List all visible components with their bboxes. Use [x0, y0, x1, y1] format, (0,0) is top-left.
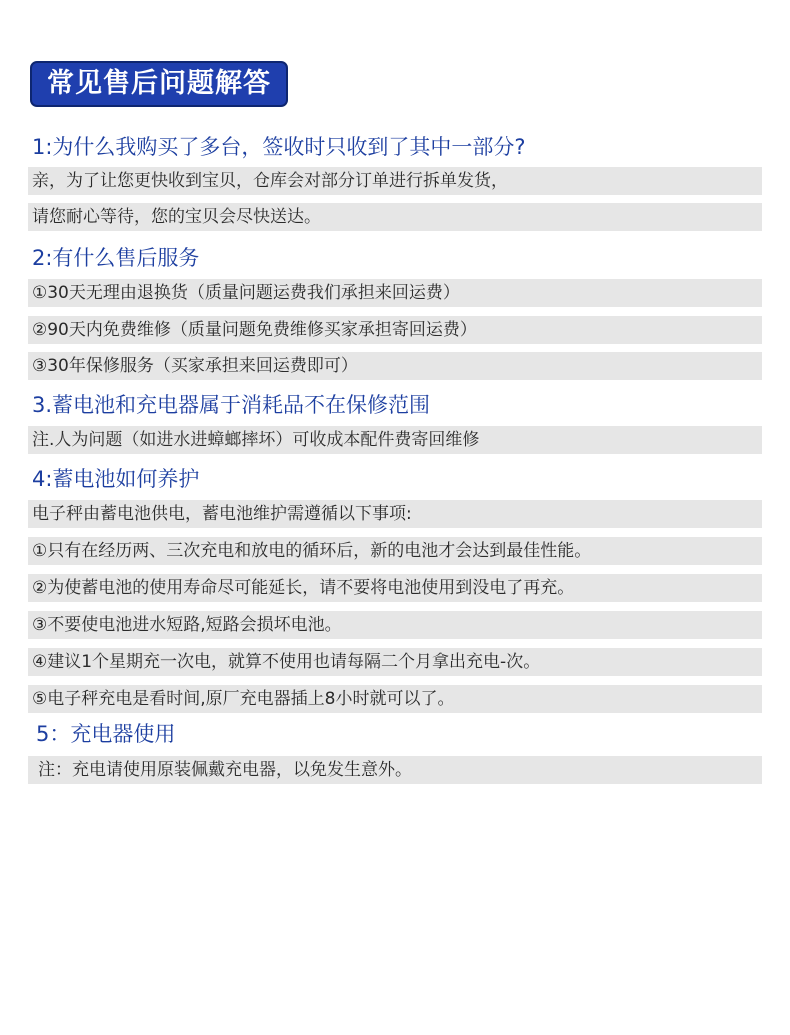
section-4-heading: 4:蓄电池如何养护 — [32, 467, 200, 491]
section-4-line-6: ⑤电子秤充电是看时间,原厂充电器插上8小时就可以了。 — [28, 685, 762, 713]
page-title: 常见售后问题解答 — [30, 61, 288, 107]
section-4-line-5: ④建议1个星期充一次电，就算不使用也请每隔二个月拿出充电-次。 — [28, 648, 762, 676]
section-2-line-3: ③30年保修服务（买家承担来回运费即可） — [28, 352, 762, 380]
section-1-line-2: 请您耐心等待，您的宝贝会尽快送达。 — [28, 203, 762, 231]
section-4-line-1: 电子秤由蓄电池供电，蓄电池维护需遵循以下事项: — [28, 500, 762, 528]
section-4-line-3: ②为使蓄电池的使用寿命尽可能延长，请不要将电池使用到没电了再充。 — [28, 574, 762, 602]
section-4-line-4: ③不要使电池进水短路,短路会损坏电池。 — [28, 611, 762, 639]
section-1-line-1: 亲，为了让您更快收到宝贝，仓库会对部分订单进行拆单发货， — [28, 167, 762, 195]
section-2-line-1: ①30天无理由退换货（质量问题运费我们承担来回运费） — [28, 279, 762, 307]
section-4-line-2: ①只有在经历两、三次充电和放电的循环后，新的电池才会达到最佳性能。 — [28, 537, 762, 565]
section-5-heading: 5：充电器使用 — [36, 722, 176, 746]
section-3-heading: 3.蓄电池和充电器属于消耗品不在保修范围 — [32, 393, 431, 417]
section-2-line-2: ②90天内免费维修（质量问题免费维修买家承担寄回运费） — [28, 316, 762, 344]
section-5-line-1: 注：充电请使用原装佩戴充电器，以免发生意外。 — [28, 756, 762, 784]
section-3-line-1: 注.人为问题（如进水进蟑螂摔坏）可收成本配件费寄回维修 — [28, 426, 762, 454]
section-1-heading: 1:为什么我购买了多台，签收时只收到了其中一部分? — [32, 135, 526, 159]
section-2-heading: 2:有什么售后服务 — [32, 246, 200, 270]
